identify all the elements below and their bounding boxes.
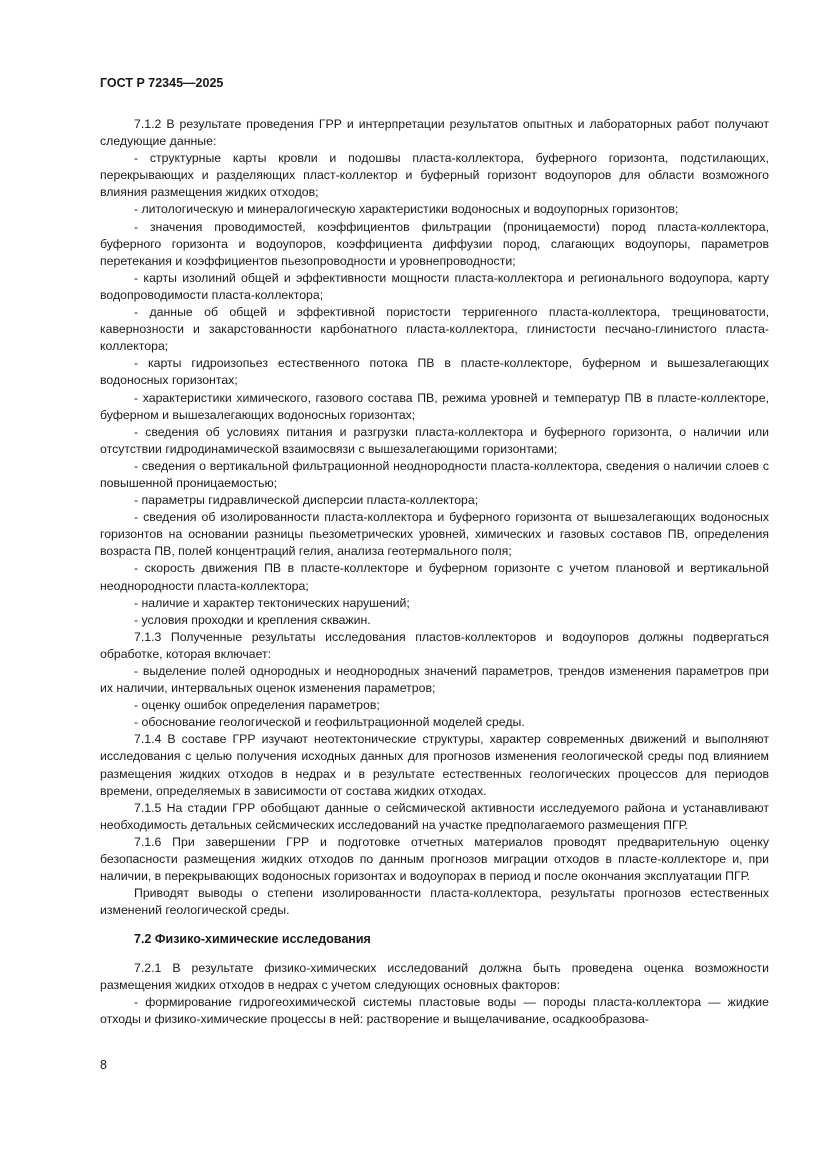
paragraph: 7.2.1 В результате физико-химических исследований должна быть проведена оценка возможности размещения жидких отходов в недрах с учетом следующих основных факторов:	[100, 960, 769, 992]
list-item: - карты изолиний общей и эффективности мощности пласта-коллектора и регионального водоупора, карту водопроводимости пласта-коллектора;	[100, 270, 769, 302]
paragraph: 7.1.6 При завершении ГРР и подготовке отчетных материалов проводят предварительную оценку безопасности размещения жидких отходов по данным прогнозов миграции отходов в пласте-коллекторе и, при наличии, в перекрывающих водоносных горизонтах и водоупорах в период и после окончания эксплуатации ПГР.	[100, 834, 769, 884]
section-heading: 7.2 Физико-химические исследования	[134, 932, 371, 947]
list-item: - условия проходки и крепления скважин.	[134, 612, 371, 627]
list-item: - карты гидроизопьез естественного потока ПВ в пласте-коллекторе, буферном и вышезалегающих водоносных горизонтах;	[100, 356, 769, 388]
list-item: - сведения о вертикальной фильтрационной неоднородности пласта-коллектора, сведения о наличии слоев с повышенной проницаемостью;	[100, 458, 769, 490]
list-item: - выделение полей однородных и неоднородных значений параметров, трендов изменения параметров при их наличии, интервальных оценок изменения параметров;	[100, 664, 769, 696]
paragraph: 7.1.3 Полученные результаты исследования пластов-коллекторов и водоупоров должны подвергаться обработке, которая включает:	[100, 629, 769, 661]
document-body	[100, 116, 769, 1028]
list-item: - характеристики химического, газового состава ПВ, режима уровней и температур ПВ в пласте-коллекторе, буферном и вышезалегающих водоносных горизонтах;	[100, 390, 769, 422]
list-item: - параметры гидравлической дисперсии пласта-коллектора;	[134, 493, 479, 508]
paragraph: Приводят выводы о степени изолированности пласта-коллектора, результаты прогнозов естественных изменений геологической среды.	[100, 886, 769, 918]
paragraph: 7.1.2 В результате проведения ГРР и интерпретации результатов опытных и лабораторных работ получают следующие данные:	[100, 117, 769, 149]
paragraph: 7.1.4 В составе ГРР изучают неотектонические структуры, характер современных движений и выполняют исследования с целью получения исходных данных для прогнозов изменения геологической среды под влиянием размещения жидких отходов в недрах и в результате естественных геологических процессов для периодов времени, определяемых в зависимости от состава жидких отходах.	[100, 732, 769, 798]
list-item: - сведения об условиях питания и разгрузки пласта-коллектора и буферного горизонта, о наличии или отсутствии гидродинамической взаимосвязи с вышезалегающими горизонтами;	[100, 424, 769, 456]
list-item: - значения проводимостей, коэффициентов фильтрации (проницаемости) пород пласта-коллектора, буферного горизонта и водоупоров, коэффициента диффузии пород, слагающих водоупоры, параметров перетекания и коэффициентов пьезопроводности и уровнепроводности;	[100, 219, 769, 268]
list-item: - скорость движения ПВ в пласте-коллекторе и буферном горизонте с учетом плановой и вертикальной неоднородности пласта-коллектора;	[100, 561, 769, 593]
list-item: - формирование гидрогеохимической системы пластовые воды — породы пласта-коллектора — жидкие отходы и физико-химические процессы в ней: растворение и выщелачивание, осадкообразова-	[100, 994, 769, 1026]
page-number: 8	[100, 1058, 107, 1072]
document-header: ГОСТ Р 72345—2025	[100, 76, 224, 90]
list-item: - данные об общей и эффективной пористости терригенного пласта-коллектора, трещиноватости, кавернозности и закарстованности карбонатного пласта-коллектора, глинистости песчано-глинистого пласта-коллектора;	[100, 305, 769, 354]
list-item: - наличие и характер тектонических нарушений;	[134, 595, 410, 610]
list-item: - обоснование геологической и геофильтрационной моделей среды.	[134, 715, 525, 730]
paragraph: 7.1.5 На стадии ГРР обобщают данные о сейсмической активности исследуемого района и устанавливают необходимость детальных сейсмических исследований на участке предполагаемого размещения ПГР.	[100, 800, 769, 832]
list-item: - структурные карты кровли и подошвы пласта-коллектора, буферного горизонта, подстилающих, перекрывающих и разделяющих пласт-коллектор и буферный горизонт водоупоров для области возможного влияния размещения жидких отходов;	[100, 151, 769, 200]
list-item: - оценку ошибок определения параметров;	[134, 698, 380, 713]
list-item: - сведения об изолированности пласта-коллектора и буферного горизонта от вышезалегающих водоносных горизонтов на основании разницы пьезометрических уровней, химических и газовых составов ПВ, определения возраста ПВ, полей концентраций гелия, анализа геотермального поля;	[100, 510, 769, 559]
list-item: - литологическую и минералогическую характеристики водоносных и водоупорных горизонтов;	[134, 202, 679, 217]
